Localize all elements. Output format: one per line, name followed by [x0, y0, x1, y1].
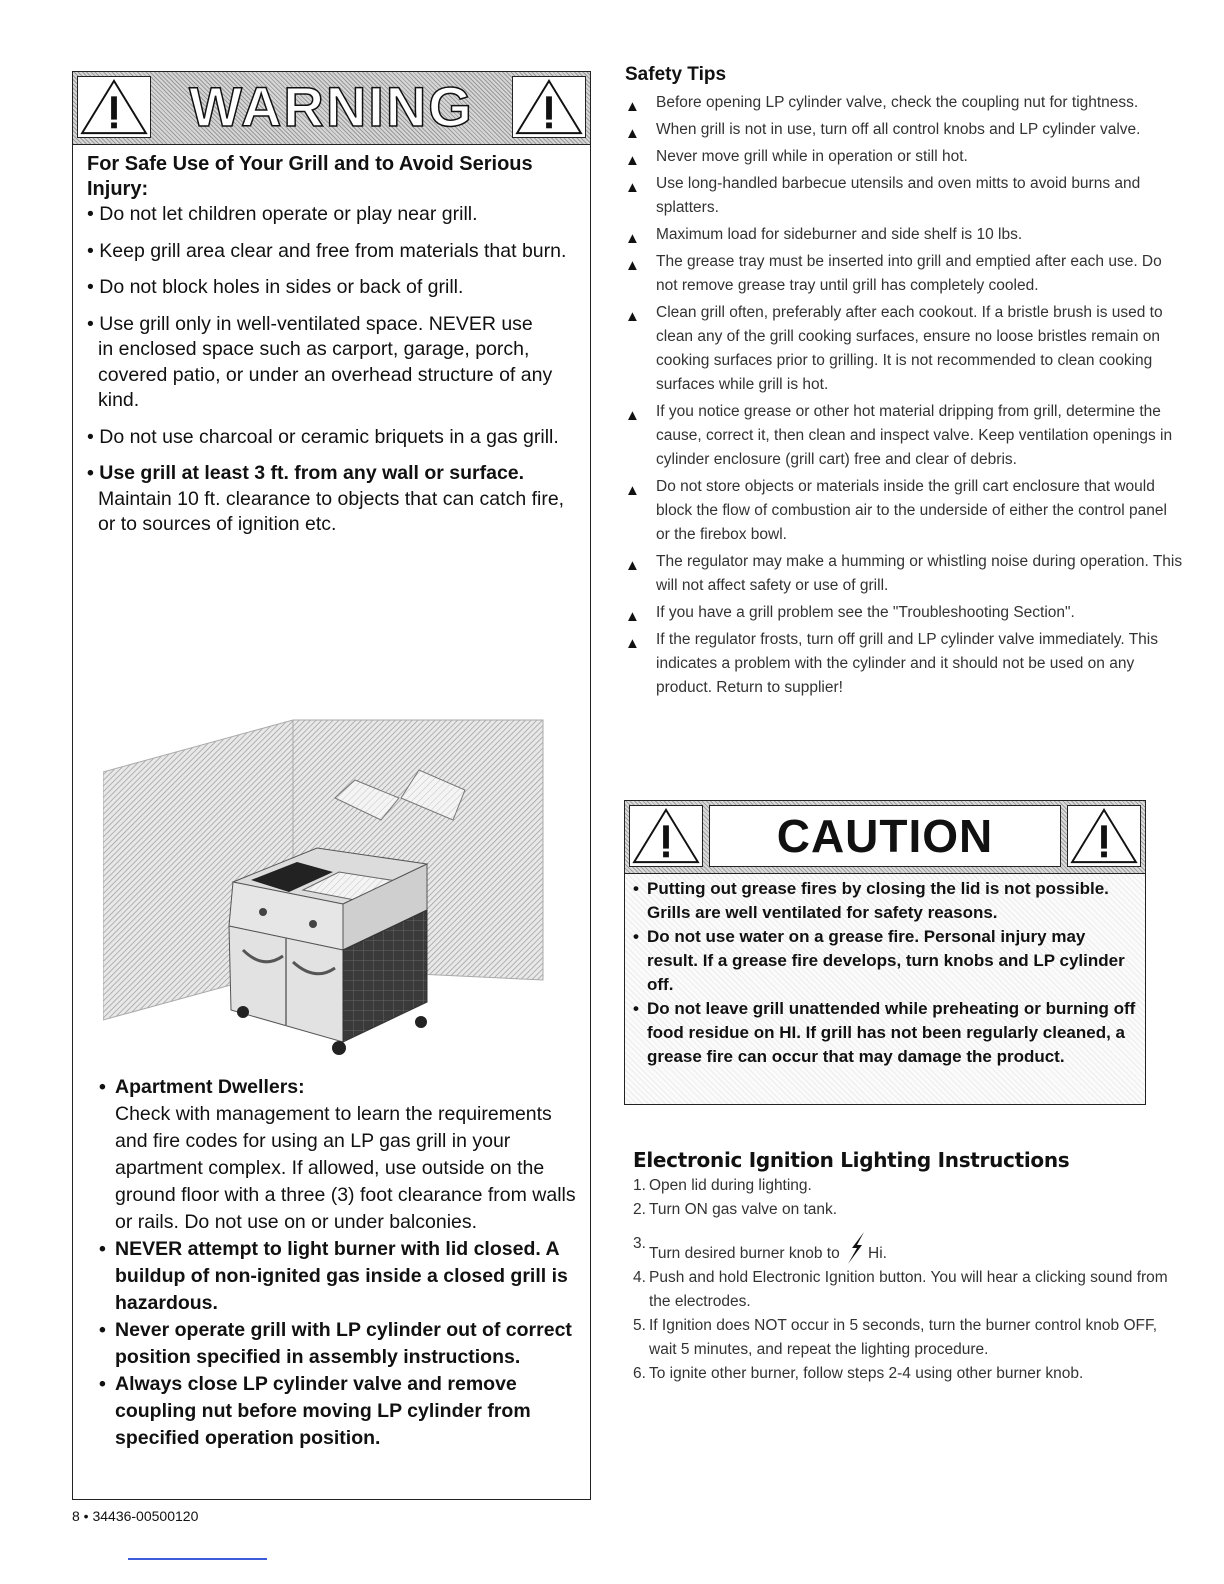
- safety-tip: ▲ Before opening LP cylinder valve, check the coupling nut for tightness.: [625, 91, 1185, 115]
- warning-item-bold: • Use grill at least 3 ft. from any wall or surface.: [87, 462, 525, 484]
- safety-tip: ▲ Clean grill often, preferably after each cookout. If a bristle brush is used to clean any of the grill cooking surfaces, ensure no loose bristles remain on cooking surfaces prior to grilling. It is not recommended to clean cooking surfaces while grill is hot.: [625, 304, 1163, 393]
- warning-heading: For Safe Use of Your Grill and to Avoid Serious Injury:: [87, 153, 533, 200]
- bullet-triangle-icon: ▲: [625, 152, 640, 169]
- warning-box: [72, 71, 591, 1500]
- caution-list: [633, 877, 1139, 1069]
- bullet-triangle-icon: ▲: [625, 608, 640, 625]
- safety-tip: ▲ Do not store objects or materials inside the grill cart enclosure that would block the flow of combustion air to the underside of either the control panel or the firebox bowl.: [625, 478, 1167, 543]
- safety-tip: ▲ Never move grill while in operation or still hot.: [625, 145, 1185, 169]
- caution-title: CAUTION: [709, 805, 1061, 867]
- safety-tips-list: [625, 91, 1185, 703]
- apartment-dwellers-text: Check with management to learn the requirements and fire codes for using an LP gas grill in your apartment complex. If allowed, use outside on the ground floor with a three (3) foot clearance from walls or rails. Do not use on or under balconies.: [115, 1103, 576, 1233]
- safety-tips-title: Safety Tips: [625, 64, 727, 85]
- grill-illustration: [103, 650, 563, 1070]
- apartment-dwellers-label: Apartment Dwellers:: [115, 1076, 305, 1098]
- warning-item: • Do not block holes in sides or back of grill.: [87, 276, 464, 298]
- lightning-bolt-icon: [846, 1232, 866, 1264]
- caution-item: • Putting out grease fires by closing the lid is not possible. Grills are well ventilated for safety reasons.: [633, 879, 1109, 922]
- ignition-steps-list: [633, 1174, 1173, 1386]
- bullet-triangle-icon: ▲: [625, 482, 640, 499]
- bullet-triangle-icon: ▲: [625, 308, 640, 325]
- bullet-triangle-icon: ▲: [625, 407, 640, 424]
- safety-tip: ▲ The regulator may make a humming or whistling noise during operation. This will not affect safety or use of grill.: [625, 553, 1183, 594]
- footer-divider: [128, 1558, 267, 1560]
- warning-bold-item: • Always close LP cylinder valve and remove coupling nut before moving LP cylinder from specified operation position.: [99, 1373, 531, 1449]
- caution-header-bar: [625, 801, 1145, 874]
- bullet-triangle-icon: ▲: [625, 635, 640, 652]
- caution-item: • Do not use water on a grease fire. Personal injury may result. If a grease fire develops, turn knobs and LP cylinder off.: [633, 927, 1125, 994]
- ignition-step: 2. Turn ON gas valve on tank.: [633, 1201, 838, 1218]
- caution-item: • Do not leave grill unattended while preheating or burning off food residue on HI. If grill has not been regularly cleaned, a grease fire can occur that may damage the product.: [633, 999, 1136, 1066]
- ignition-step: 5. If Ignition does NOT occur in 5 seconds, turn the burner control knob OFF, wait 5 minutes, and repeat the lighting procedure.: [633, 1317, 1158, 1358]
- ignition-step: 4. Push and hold Electronic Ignition button. You will hear a clicking sound from the electrodes.: [633, 1269, 1168, 1310]
- safety-tip: ▲ If you have a grill problem see the "Troubleshooting Section".: [625, 601, 1185, 625]
- safety-tip: ▲ Maximum load for sideburner and side shelf is 10 lbs.: [625, 223, 1185, 247]
- bullet-triangle-icon: ▲: [625, 179, 640, 196]
- safety-tip: ▲ When grill is not in use, turn off all control knobs and LP cylinder valve.: [625, 118, 1185, 142]
- warning-bold-item: • Never operate grill with LP cylinder out of correct position specified in assembly instructions.: [99, 1319, 572, 1368]
- safety-tip: ▲ Use long-handled barbecue utensils and oven mitts to avoid burns and splatters.: [625, 175, 1141, 216]
- warning-item-continuation: Maintain 10 ft. clearance to objects that can catch fire, or to sources of ignition etc.: [98, 487, 565, 535]
- safety-tip: ▲ If you notice grease or other hot material dripping from grill, determine the cause, correct it, then clean and inspect valve. Keep ventilation openings in cylinder enclosure (grill cart) free and clear of debris.: [625, 403, 1173, 468]
- bullet-triangle-icon: ▲: [625, 557, 640, 574]
- warning-bold-item: • NEVER attempt to light burner with lid closed. A buildup of non-ignited gas inside a closed grill is hazardous.: [99, 1238, 568, 1314]
- apartment-dwellers-item: • Apartment Dwellers: Check with management to learn the requirements and fire codes for using an LP gas grill in your apartment complex. If allowed, use outside on the ground floor with a three (3) foot clearance from walls or rails. Do not use on or under balconies.: [99, 1074, 589, 1236]
- warning-title: WARNING: [189, 75, 474, 138]
- ignition-step: 1. Open lid during lighting.: [633, 1177, 812, 1194]
- warning-header-bar: [73, 72, 590, 145]
- bullet-triangle-icon: ▲: [625, 230, 640, 247]
- warning-item: [87, 312, 577, 414]
- ignition-instructions-title: Electronic Ignition Lighting Instructions: [633, 1148, 1070, 1172]
- caution-triangle-icon: [1067, 805, 1141, 867]
- ignition-step: 3. Turn desired burner knob to Hi.: [633, 1232, 1173, 1266]
- caution-box: [624, 800, 1146, 1105]
- bullet-triangle-icon: ▲: [625, 98, 640, 115]
- warning-triangle-icon: [77, 76, 151, 138]
- bullet-triangle-icon: ▲: [625, 257, 640, 274]
- warning-item-line: • Use grill only in well-ventilated space. NEVER use: [87, 312, 533, 335]
- apartment-and-safety-list: [99, 1074, 589, 1452]
- safety-tip: ▲ If the regulator frosts, turn off grill and LP cylinder valve immediately. This indicates a problem with the cylinder and it should not be used on any product. Return to supplier!: [625, 631, 1158, 696]
- safety-tip: ▲ The grease tray must be inserted into grill and emptied after each use. Do not remove grease tray until grill has completely cooled.: [625, 253, 1162, 294]
- warning-triangle-icon: [512, 76, 586, 138]
- warning-item: • Do not use charcoal or ceramic briquets in a gas grill.: [87, 425, 559, 448]
- warning-item: • Keep grill area clear and free from materials that burn.: [87, 239, 567, 262]
- bullet-triangle-icon: ▲: [625, 125, 640, 142]
- warning-item-continuation: in enclosed space such as carport, garage, porch, covered patio, or under an overhead structure of any kind.: [98, 338, 553, 411]
- warning-list: [87, 202, 577, 549]
- page-footer: 8 • 34436-00500120: [72, 1508, 199, 1524]
- caution-triangle-icon: [629, 805, 703, 867]
- ignition-step: 6. To ignite other burner, follow steps 2-4 using other burner knob.: [633, 1365, 1084, 1382]
- warning-item: [87, 461, 577, 538]
- warning-item: • Do not let children operate or play near grill.: [87, 203, 478, 225]
